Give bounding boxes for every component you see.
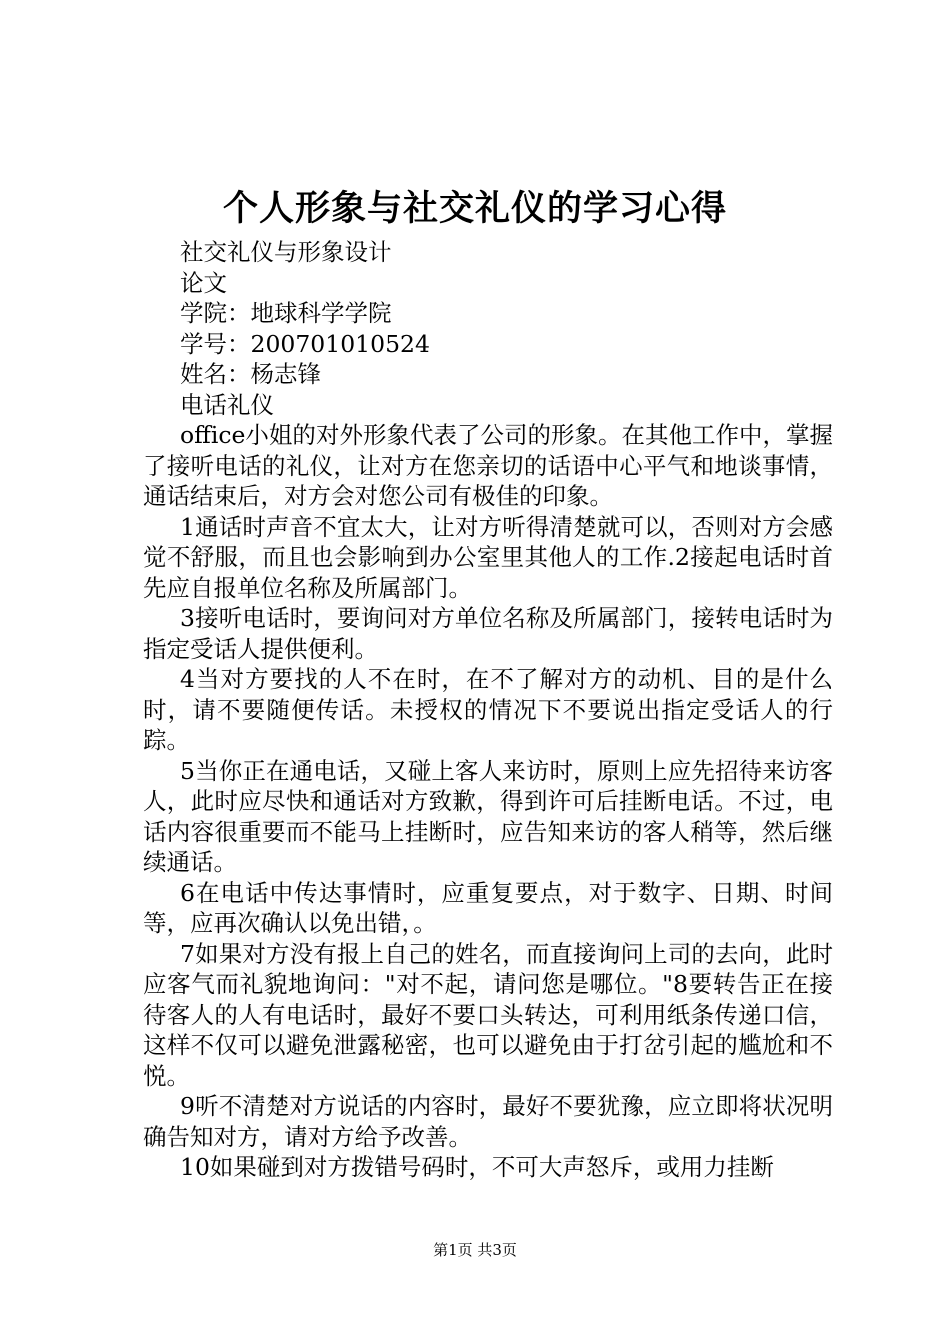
section-heading: 电话礼仪: [180, 390, 274, 419]
paragraph-item-7: 7如果对方没有报上自己的姓名，而直接询问上司的去向，此时应客气而礼貌地询问："对不起，请问您是哪位。"8要转告正在接待客人的人有电话时，最好不要口头转达，可利用纸条传递口信，这样不仅可以避免泄露秘密，也可以避免由于打岔引起的尴尬和不悦。: [143, 939, 833, 1090]
paragraph-item-5: 5当你正在通电话，又碰上客人来访时，原则上应先招待来访客人，此时应尽快和通话对方致歉，得到许可后挂断电话。不过，电话内容很重要而不能马上挂断时，应告知来访的客人稍等，然后继续通话。: [143, 756, 833, 876]
subtitle-line: 社交礼仪与形象设计: [180, 238, 392, 266]
paragraph-item-3: 3接听电话时，要询问对方单位名称及所属部门，接转电话时为指定受话人提供便利。: [143, 604, 833, 663]
college-line: 学院：地球科学学院: [180, 299, 392, 327]
paragraph-item-10: 10如果碰到对方拨错号码时，不可大声怒斥，或用力挂断: [180, 1153, 774, 1181]
paragraph-item-6: 6在电话中传达事情时，应重复要点，对于数字、日期、时间等，应再次确认以免出错，。: [143, 878, 833, 937]
student-id-line: 学号：200701010524: [180, 329, 430, 358]
page-footer: 第1页 共3页: [433, 1241, 517, 1259]
paragraph-item-4: 4当对方要找的人不在时，在不了解对方的动机、目的是什么时，请不要随便传话。未授权的情况下不要说出指定受话人的行踪。: [143, 665, 833, 754]
name-line: 姓名：杨志锋: [180, 360, 321, 388]
document-title: 个人形象与社交礼仪的学习心得: [222, 188, 727, 229]
paragraph-item-1: 1通话时声音不宜太大，让对方听得清楚就可以，否则对方会感觉不舒服，而且也会影响到办公室里其他人的工作.2接起电话时首先应自报单位名称及所属部门。: [143, 512, 833, 602]
paragraph-intro: office小姐的对外形象代表了公司的形象。在其他工作中，掌握了接听电话的礼仪，让对方在您亲切的话语中心平气和地谈事情，通话结束后，对方会对您公司有极佳的印象。: [143, 421, 833, 510]
paragraph-item-9: 9听不清楚对方说话的内容时，最好不要犹豫，应立即将状况明确告知对方，请对方给予改善。: [143, 1092, 833, 1151]
document-body: [143, 237, 833, 1183]
doc-type-line: 论文: [180, 268, 227, 297]
